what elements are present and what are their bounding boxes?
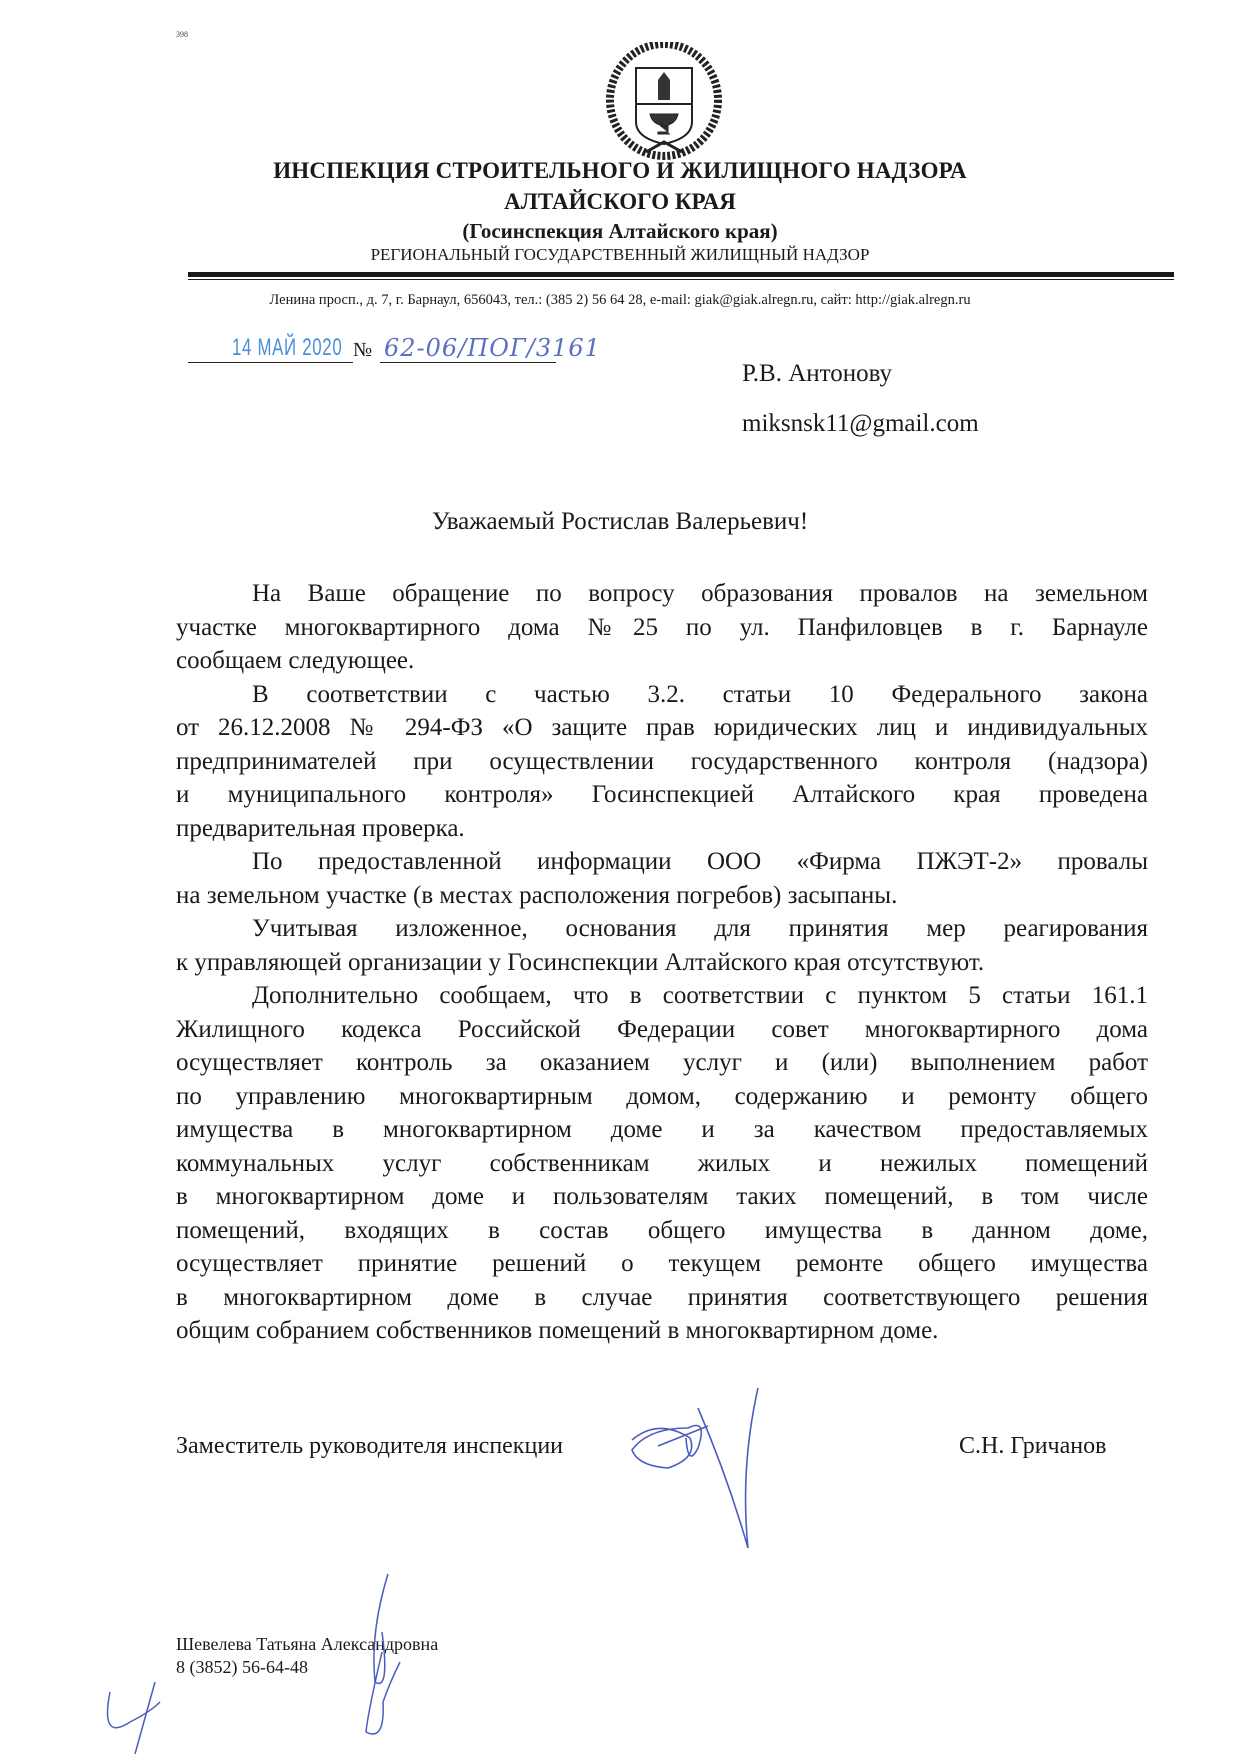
body-line: В соответствии с частью 3.2. статьи 10 Федерального закона — [252, 680, 1148, 708]
body-line: коммунальных услуг собственникам жилых и нежилых помещений — [176, 1149, 1148, 1177]
registration-number: 62-06/ПОГ/3161 — [384, 334, 601, 362]
body-line: Жилищного кодекса Российской Федерации совет многоквартирного дома — [176, 1015, 1148, 1043]
coat-of-arms-emblem — [606, 42, 722, 160]
body-line: по управлению многоквартирным домом, содержанию и ремонту общего — [176, 1082, 1148, 1110]
body-line: осуществляет контроль за оказанием услуг и (или) выполнением работ — [176, 1049, 1148, 1076]
recipient-name: Р.В. Антонову — [742, 360, 893, 387]
number-sign: № — [353, 339, 373, 361]
body-line: помещений, входящих в состав общего имущества в данном доме, — [176, 1216, 1148, 1244]
executor-phone: 8 (3852) 56-64-48 — [176, 1657, 308, 1677]
signatory-name: С.Н. Гричанов — [959, 1433, 1107, 1459]
body-line: от 26.12.2008 № 294-ФЗ «О защите прав юридических лиц и индивидуальных — [176, 714, 1148, 741]
org-title-line2: АЛТАЙСКОГО КРАЯ — [504, 189, 736, 214]
body-line: в многоквартирном доме в случае принятия соответствующего решения — [176, 1283, 1148, 1311]
header-rule-thick — [188, 272, 1174, 277]
greeting: Уважаемый Ростислав Валерьевич! — [431, 508, 809, 535]
body-line: к управляющей организации у Госинспекции Алтайского края отсутствуют. — [176, 948, 985, 976]
body-line: Учитывая изложенное, основания для принятия мер реагирования — [252, 915, 1148, 942]
date-underline — [188, 362, 353, 363]
body-line: По предоставленной информации ООО «Фирма ПЖЭТ-2» провалы — [252, 848, 1148, 875]
org-address: Ленина просп., д. 7, г. Барнаул, 656043, тел.: (385 2) 56 64 28, e-mail: giak@giak.alregn.ru, сайт: http://giak.alregn.ru — [269, 292, 971, 308]
org-title-line1: ИНСПЕКЦИЯ СТРОИТЕЛЬНОГО И ЖИЛИЩНОГО НАДЗОРА — [273, 158, 967, 183]
executor-name: Шевелева Татьяна Александровна — [176, 1634, 439, 1654]
signatory-position: Заместитель руководителя инспекции — [176, 1433, 563, 1459]
org-short-name: (Госинспекция Алтайского края) — [462, 219, 778, 243]
body-line: общим собранием собственников помещений в многоквартирном доме. — [176, 1317, 939, 1344]
body-line: предварительная проверка. — [176, 814, 465, 842]
page-number: 398 — [176, 30, 188, 39]
body-line: участке многоквартирного дома №25 по ул. Панфиловцев в г. Барнауле — [176, 613, 1148, 641]
executor-signatures — [100, 1572, 500, 1754]
header-rule-thin — [188, 279, 1174, 280]
number-underline — [380, 362, 556, 363]
body-line: предпринимателей при осуществлении государственного контроля (надзора) — [176, 747, 1148, 775]
body-line: и муниципального контроля» Госинспекцией Алтайского края проведена — [176, 781, 1148, 808]
org-subtitle: РЕГИОНАЛЬНЫЙ ГОСУДАРСТВЕННЫЙ ЖИЛИЩНЫЙ НАДЗОР — [370, 245, 870, 264]
body-line: сообщаем следующее. — [176, 647, 415, 674]
body-line: имущества в многоквартирном доме и за качеством предоставляемых — [176, 1116, 1148, 1143]
handwritten-signature — [628, 1388, 808, 1563]
body-line: Дополнительно сообщаем, что в соответствии с пунктом 5 статьи 161.1 — [252, 982, 1148, 1009]
body-line: в многоквартирном доме и пользователям таких помещений, в том числе — [176, 1183, 1148, 1210]
recipient-email: miksnsk11@gmail.com — [742, 410, 979, 437]
body-line: На Ваше обращение по вопросу образования провалов на земельном — [252, 580, 1148, 607]
body-line: на земельном участке (в местах расположения погребов) засыпаны. — [176, 881, 898, 909]
letter-body — [176, 577, 1148, 1348]
date-stamp: 14 МАЙ 2020 — [232, 334, 343, 361]
body-line: осуществляет принятие решений о текущем ремонте общего имущества — [176, 1250, 1148, 1277]
